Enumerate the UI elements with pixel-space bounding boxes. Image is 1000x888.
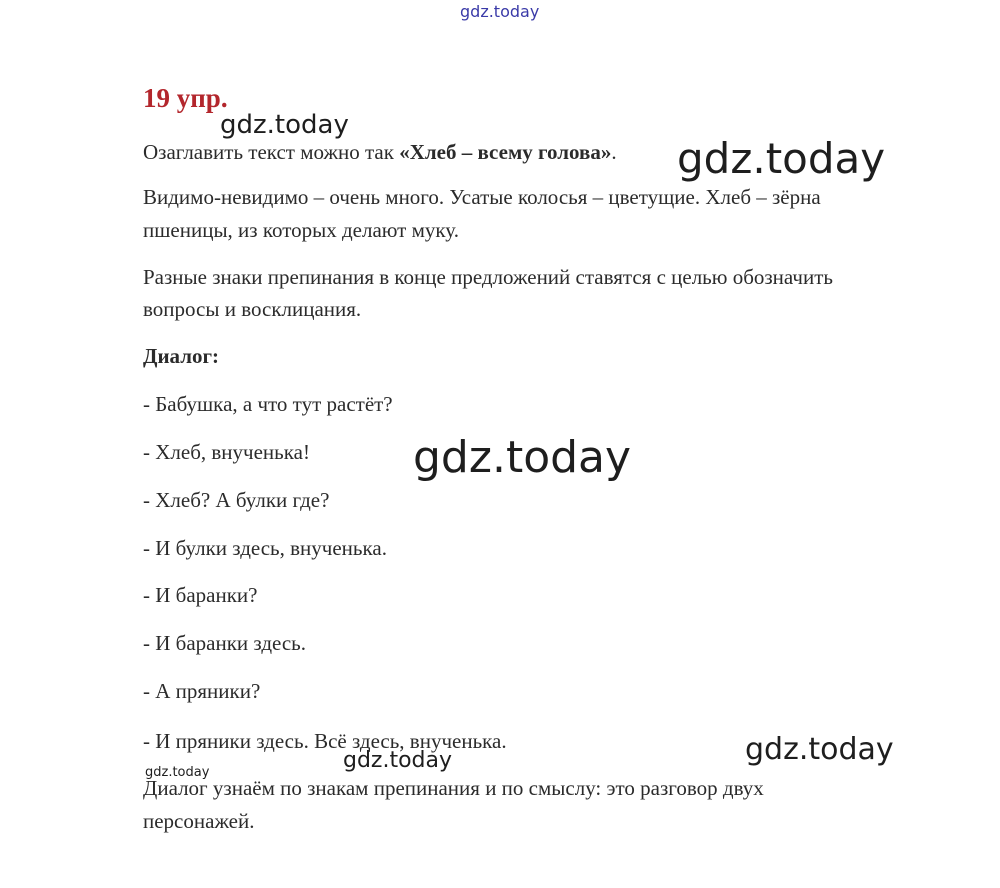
dialog-line: - Хлеб, внученька! [143, 440, 310, 464]
conclusion-line-1: Диалог узнаём по знакам препинания и по смыслу: это разговор двух [143, 776, 764, 800]
paragraph-2-line-1: Разные знаки препинания в конце предложений ставятся с целью обозначить [143, 265, 833, 289]
dialog-line: - Хлеб? А булки где? [143, 488, 330, 512]
dialog-heading: Диалог: [143, 344, 220, 368]
dialog-line: - И баранки здесь. [143, 631, 307, 655]
exercise-title: 19 упр. [143, 83, 228, 113]
watermark-text: gdz.today [745, 732, 894, 767]
header-watermark[interactable]: gdz.today [460, 2, 540, 21]
dialog-line: - И булки здесь, внученька. [143, 536, 387, 560]
conclusion-line-2: персонажей. [143, 809, 255, 833]
dialog-line: - И пряники здесь. Всё здесь, внученька. [143, 729, 507, 753]
title-prefix: Озаглавить текст можно так [143, 140, 400, 164]
watermark-text: gdz.today [343, 748, 453, 773]
dialog-line: - И баранки? [143, 583, 258, 607]
dialog-line: - Бабушка, а что тут растёт? [143, 392, 393, 416]
watermark-text: gdz.today [220, 110, 349, 140]
watermark-text: gdz.today [145, 765, 210, 780]
title-suffix: . [611, 140, 617, 164]
paragraph-1-line-2: пшеницы, из которых делают муку. [143, 218, 459, 242]
paragraph-2-line-2: вопросы и восклицания. [143, 297, 362, 321]
watermark-text: gdz.today [413, 432, 632, 483]
title-quote: «Хлеб – всему голова» [399, 140, 612, 164]
paragraph-1-line-1: Видимо-невидимо – очень много. Усатые колосья – цветущие. Хлеб – зёрна [143, 185, 821, 209]
dialog-line: - А пряники? [143, 679, 261, 703]
title-suggestion-line [143, 136, 617, 168]
watermark-text: gdz.today [677, 134, 886, 183]
